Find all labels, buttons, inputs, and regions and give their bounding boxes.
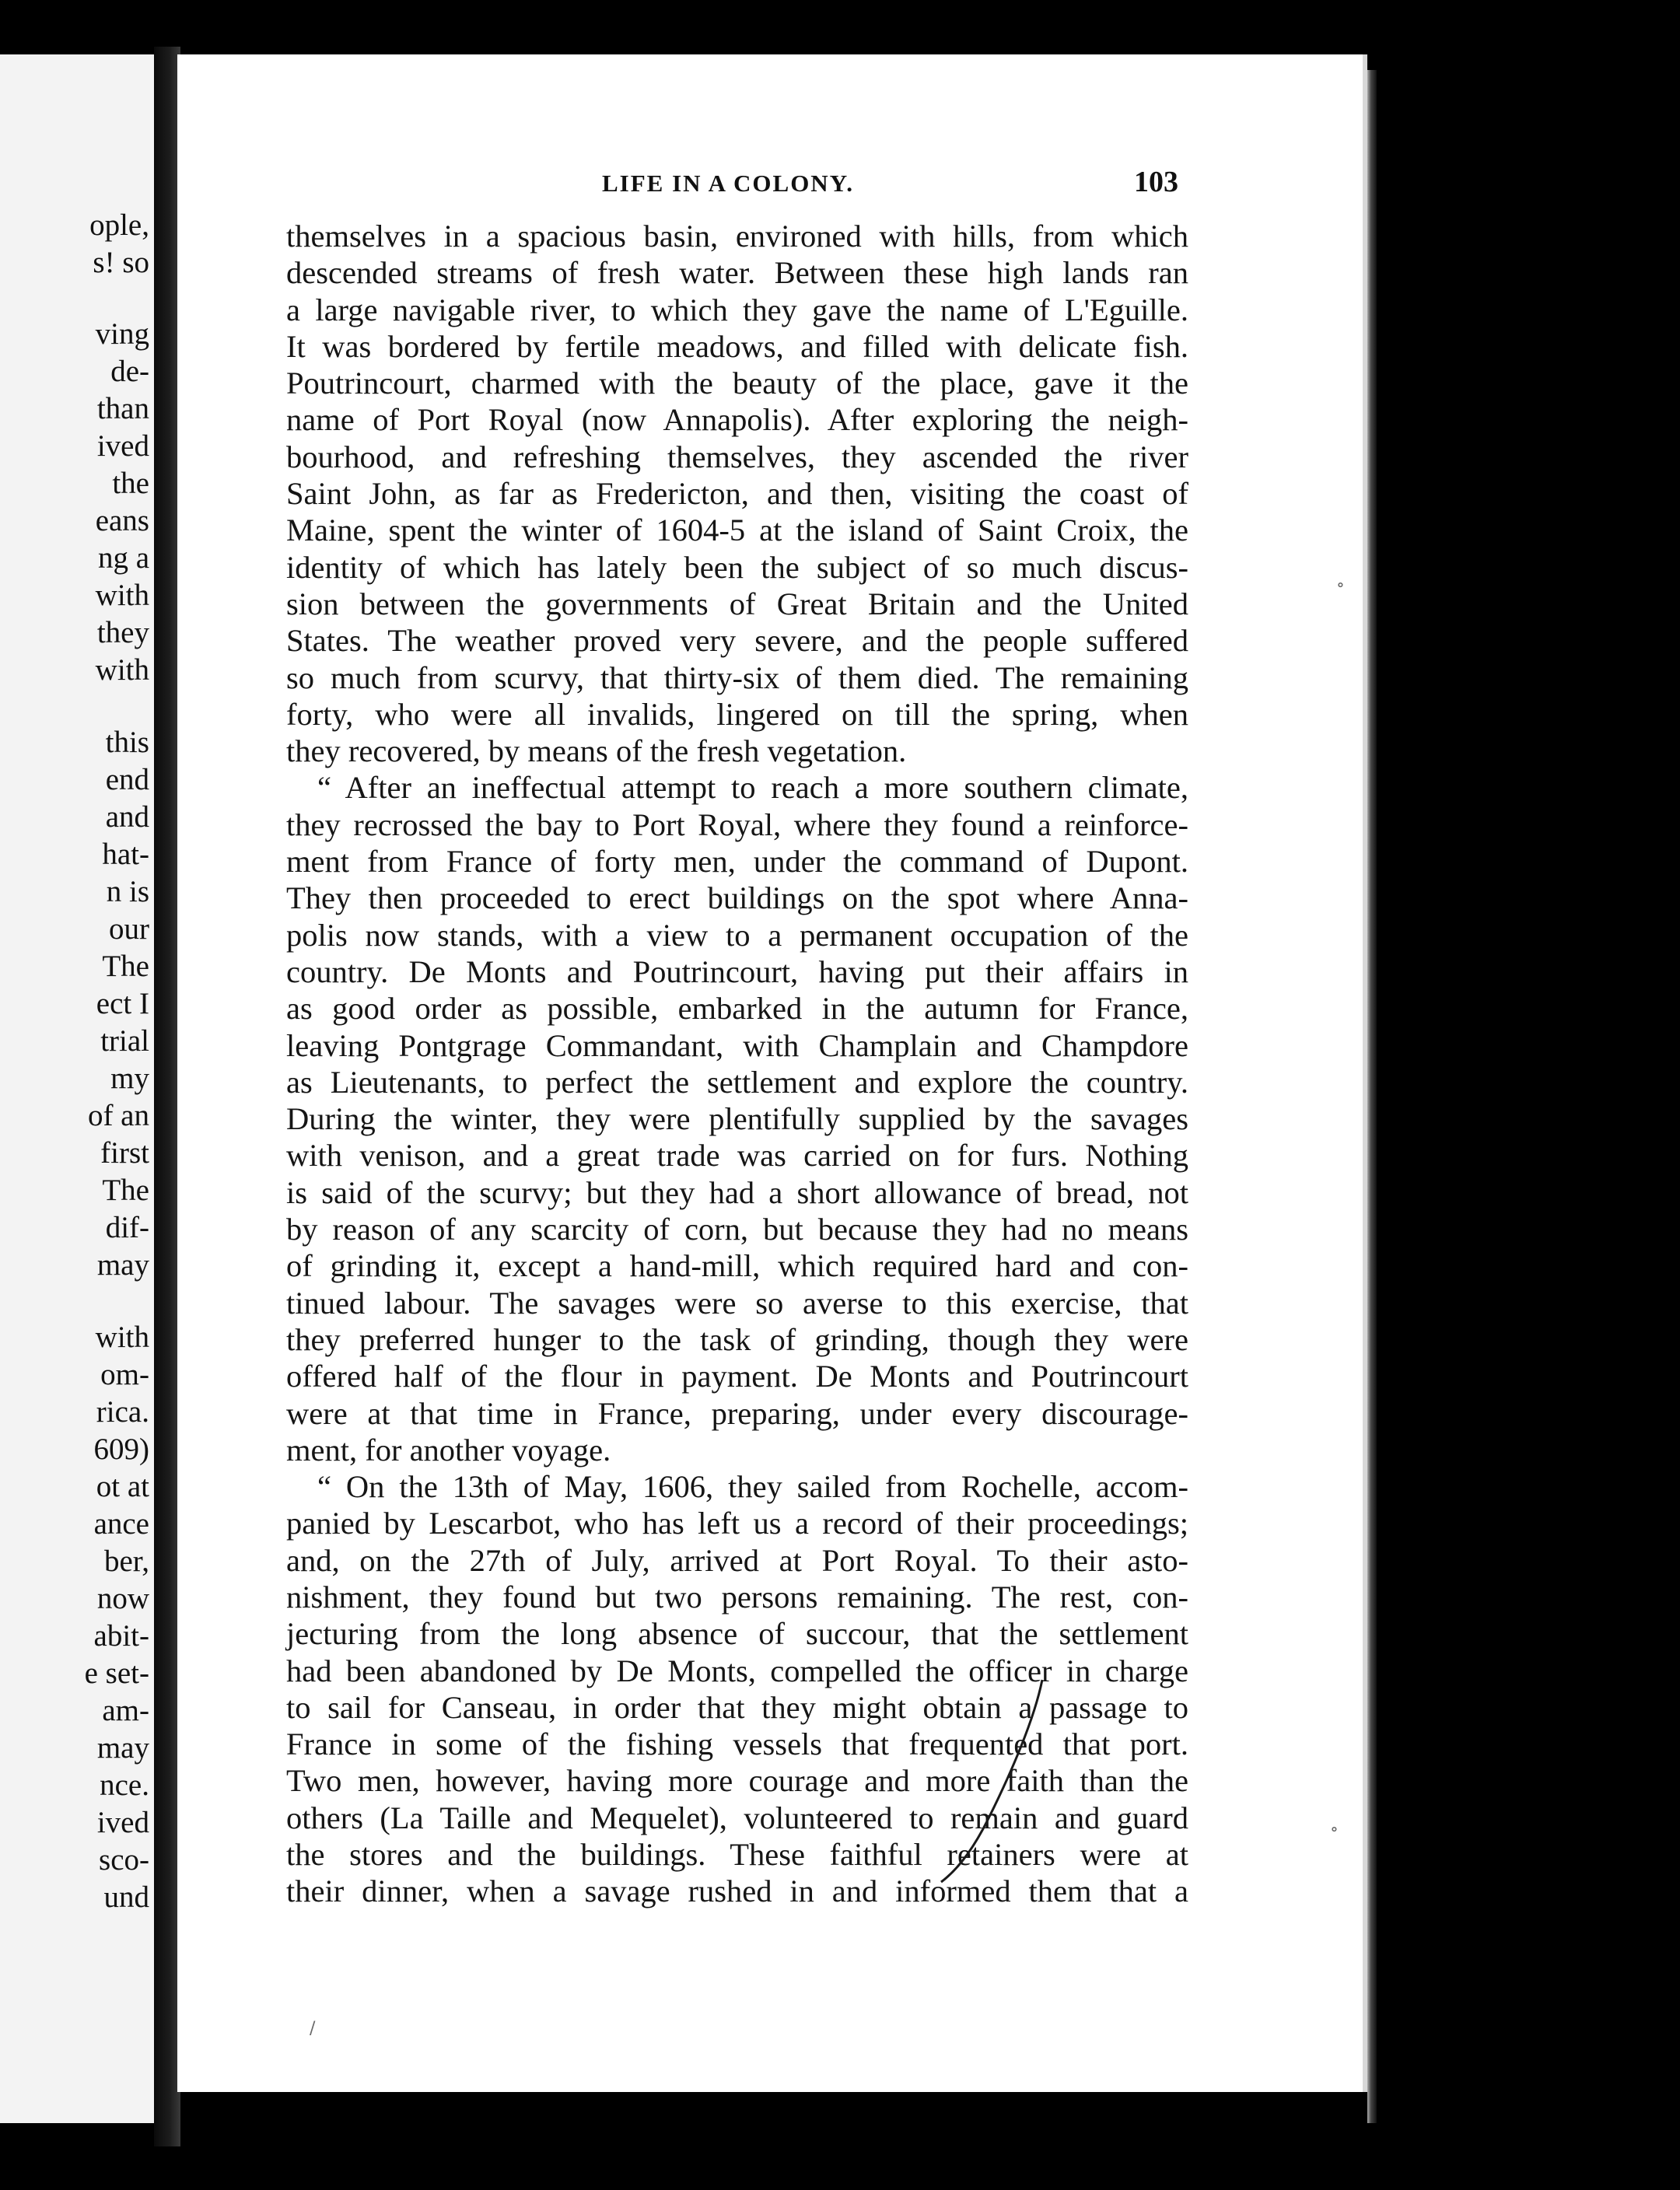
- text-line: they preferred hunger to the task of grinding, though they were: [286, 1321, 1188, 1357]
- left-page-line: rica.: [96, 1395, 149, 1429]
- text-line: so much from scurvy, that thirty-six of them died. The remaining: [286, 659, 1188, 695]
- left-page-line: sco-: [99, 1843, 149, 1877]
- left-page-line: with: [95, 653, 149, 687]
- text-line: with venison, and a great trade was carried on for furs. Nothing: [286, 1138, 1188, 1174]
- left-page-line: now: [96, 1582, 149, 1615]
- running-head: LIFE IN A COLONY.: [602, 170, 854, 197]
- left-page-line: e set-: [84, 1656, 149, 1690]
- text-line: as good order as possible, embarked in the autumn for France,: [286, 991, 1188, 1027]
- left-page-line: the: [112, 467, 149, 500]
- left-page-line: ber,: [104, 1545, 149, 1578]
- left-page-line: und: [103, 1880, 149, 1914]
- speck-mark: ∘: [1336, 575, 1345, 595]
- left-page-line: may: [96, 1731, 149, 1765]
- text-line: of grinding it, except a hand-mill, which required hard and con-: [286, 1248, 1188, 1284]
- text-line: Poutrincourt, charmed with the beauty of the place, gave it the: [286, 366, 1188, 401]
- text-line: bourhood, and refreshing themselves, they ascended the river: [286, 439, 1188, 474]
- left-page-line: with: [95, 579, 149, 612]
- left-page-line: and: [105, 800, 149, 834]
- text-line: leaving Pontgrage Commandant, with Champlain and Champdore: [286, 1027, 1188, 1063]
- text-line: to sail for Canseau, in order that they might obtain a passage to: [286, 1689, 1188, 1725]
- text-line: offered half of the flour in payment. De Monts and Poutrincourt: [286, 1359, 1188, 1394]
- left-page-line: with: [95, 1321, 149, 1354]
- text-line: themselves in a spacious basin, environed with hills, from which: [286, 219, 1188, 254]
- text-line: polis now stands, with a view to a permanent occupation of the: [286, 917, 1188, 953]
- left-page-line: ng a: [97, 541, 149, 575]
- left-page-line: ect I: [96, 987, 149, 1020]
- left-page-line: om-: [100, 1358, 149, 1391]
- left-page-line: ople,: [89, 208, 149, 242]
- text-line: tinued labour. The savages were so averse to this exercise, that: [286, 1285, 1188, 1321]
- left-page-line: nce.: [100, 1768, 149, 1802]
- text-line: and, on the 27th of July, arrived at Port Royal. To their asto-: [286, 1542, 1188, 1578]
- left-page-line: my: [110, 1062, 149, 1095]
- left-page-line: abit-: [93, 1619, 149, 1653]
- text-line: name of Port Royal (now Annapolis). After exploring the neigh-: [286, 402, 1188, 438]
- text-line: “ On the 13th of May, 1606, they sailed from Rochelle, accom-: [317, 1469, 1188, 1505]
- text-line: Two men, however, having more courage and more faith than the: [286, 1763, 1188, 1799]
- speck-mark: /: [310, 2019, 316, 2038]
- text-line: They then proceeded to erect buildings on the spot where Anna-: [286, 880, 1188, 916]
- text-line: panied by Lescarbot, who has left us a record of their proceedings;: [286, 1506, 1188, 1541]
- text-line: sion between the governments of Great Britain and the United: [286, 586, 1188, 621]
- text-line: were at that time in France, preparing, under every discourage-: [286, 1395, 1188, 1431]
- text-line: “ After an ineffectual attempt to reach a more southern climate,: [317, 770, 1188, 806]
- left-page-line: of an: [87, 1099, 149, 1132]
- left-facing-page: [0, 54, 154, 2123]
- left-page-line: end: [105, 763, 149, 796]
- left-page-line: dif-: [105, 1211, 149, 1244]
- left-page-line: ving: [95, 317, 149, 351]
- left-page-line: s! so: [93, 246, 149, 279]
- text-line: descended streams of fresh water. Between these high lands ran: [286, 255, 1188, 291]
- text-line: jecturing from the long absence of succour, that the settlement: [286, 1616, 1188, 1652]
- text-line: ment, for another voyage.: [286, 1432, 611, 1468]
- text-line: a large navigable river, to which they gave the name of L'Eguille.: [286, 292, 1188, 327]
- text-line: France in some of the fishing vessels that frequented that port.: [286, 1726, 1188, 1762]
- text-line: country. De Monts and Poutrincourt, having put their affairs in: [286, 953, 1188, 989]
- left-page-line: 609): [93, 1433, 149, 1466]
- text-line: During the winter, they were plentifully supplied by the savages: [286, 1101, 1188, 1137]
- text-line: others (La Taille and Mequelet), volunteered to remain and guard: [286, 1800, 1188, 1835]
- text-line: they recrossed the bay to Port Royal, where they found a reinforce-: [286, 806, 1188, 842]
- text-line: Maine, spent the winter of 1604-5 at the island of Saint Croix, the: [286, 513, 1188, 548]
- pen-stroke-mark: [926, 1672, 1066, 1890]
- text-line: Saint John, as far as Fredericton, and then, visiting the coast of: [286, 476, 1188, 512]
- text-line: It was bordered by fertile meadows, and filled with delicate fish.: [286, 328, 1188, 364]
- text-line: forty, who were all invalids, lingered on till the spring, when: [286, 696, 1188, 732]
- left-page-line: ived: [96, 1806, 149, 1839]
- text-line: by reason of any scarcity of corn, but because they had no means: [286, 1212, 1188, 1247]
- left-page-line: ived: [96, 429, 149, 463]
- left-page-line: they: [96, 616, 149, 649]
- left-page-line: The: [102, 1174, 149, 1207]
- left-page-line: this: [105, 726, 149, 759]
- left-page-line: ance: [93, 1507, 149, 1541]
- text-line: nishment, they found but two persons remaining. The rest, con-: [286, 1579, 1188, 1615]
- left-page-line: The: [102, 950, 149, 983]
- left-page-line: am-: [102, 1694, 149, 1727]
- text-line: they recovered, by means of the fresh vegetation.: [286, 733, 907, 769]
- left-page-line: first: [100, 1136, 149, 1170]
- left-page-line: than: [96, 392, 149, 425]
- text-line: States. The weather proved very severe, and the people suffered: [286, 623, 1188, 659]
- book-gutter: [154, 47, 180, 2146]
- left-page-line: trial: [100, 1024, 149, 1058]
- left-page-line: our: [109, 912, 149, 946]
- left-page-line: n is: [106, 875, 149, 908]
- body-text: [286, 218, 1188, 1910]
- left-page-line: ot at: [96, 1470, 149, 1503]
- page-edge: [1367, 70, 1377, 2123]
- text-line: the stores and the buildings. These faithful retainers were at: [286, 1837, 1188, 1873]
- text-line: had been abandoned by De Monts, compelled the officer in charge: [286, 1653, 1188, 1688]
- left-page-line: may: [96, 1248, 149, 1282]
- left-page-line: hat-: [102, 838, 149, 871]
- text-line: as Lieutenants, to perfect the settlement and explore the country.: [286, 1064, 1188, 1100]
- speck-mark: ∘: [1330, 1820, 1339, 1839]
- text-line: is said of the scurvy; but they had a short allowance of bread, not: [286, 1174, 1188, 1210]
- left-page-line: de-: [110, 355, 149, 388]
- left-page-line: eans: [95, 504, 149, 537]
- text-line: identity of which has lately been the subject of so much discus-: [286, 549, 1188, 585]
- text-line: their dinner, when a savage rushed in and informed them that a: [286, 1873, 1188, 1909]
- page-number: 103: [1134, 166, 1178, 198]
- text-line: ment from France of forty men, under the command of Dupont.: [286, 844, 1188, 880]
